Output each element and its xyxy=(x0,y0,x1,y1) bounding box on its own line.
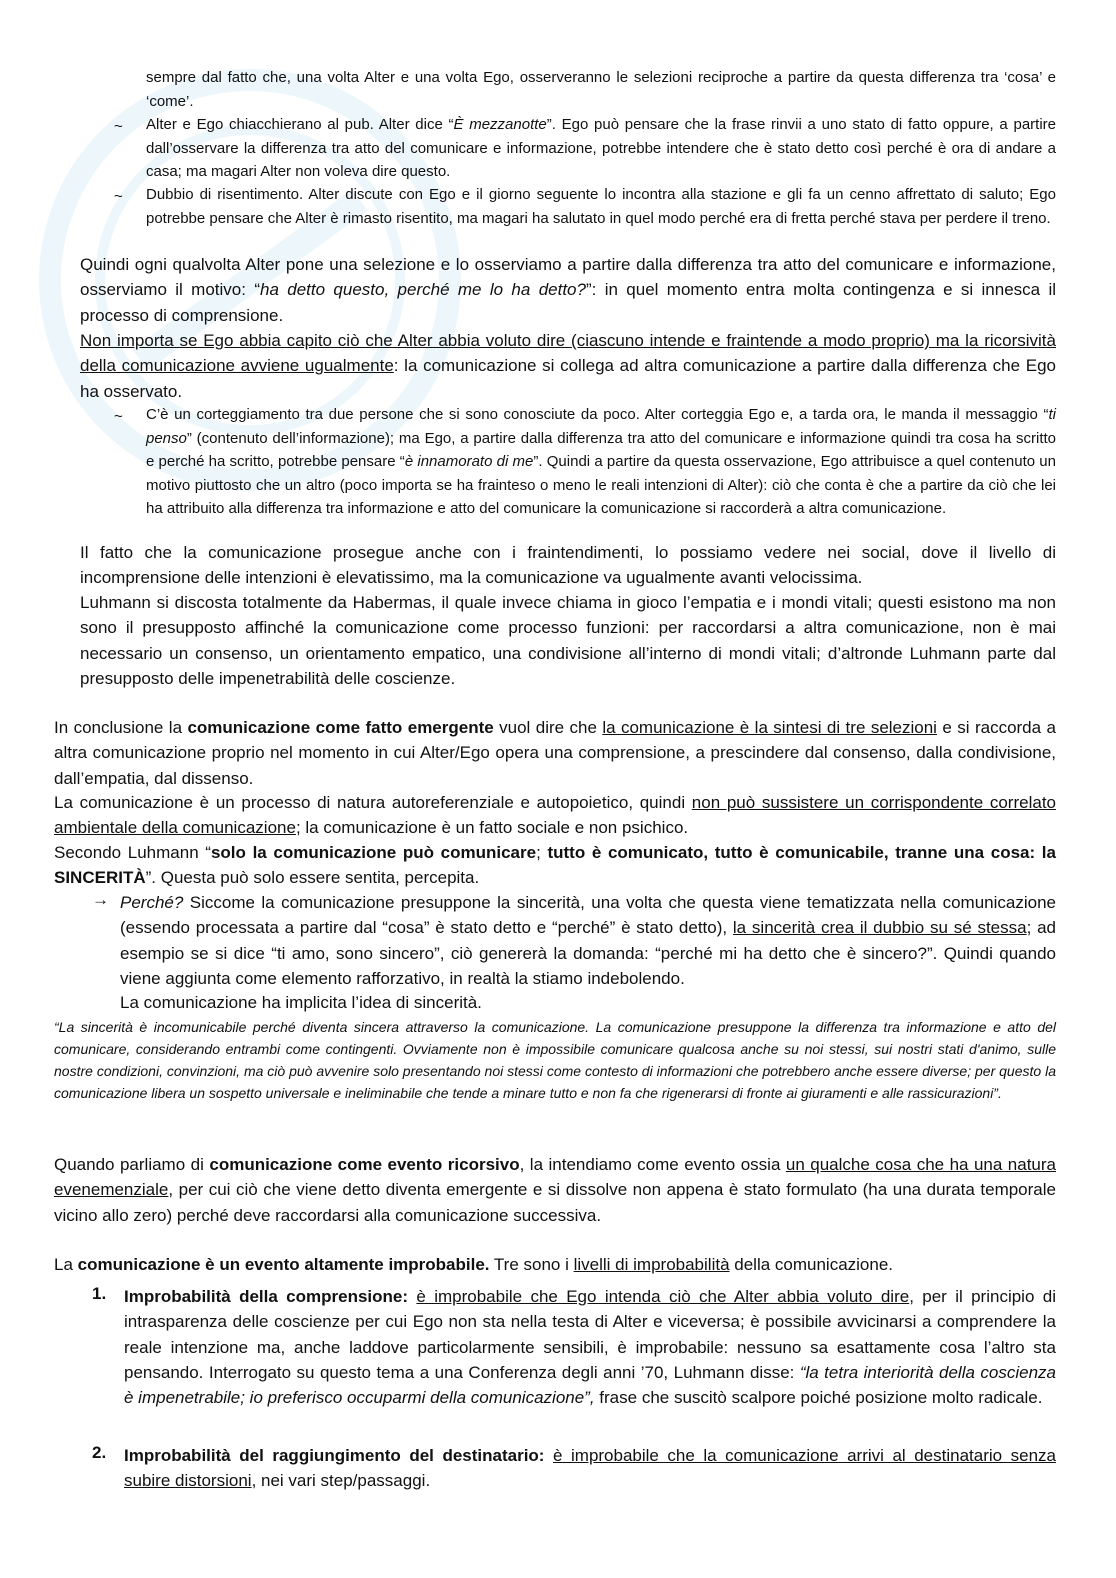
arrow-item-implicit: La comunicazione ha implicita l’idea di sincerità. xyxy=(120,993,482,1012)
continuation-text: sempre dal fatto che, una volta Alter e una volta Ego, osserveranno le selezioni reciproche a partire da questa differenza tra ‘cosa’ e ‘come’. xyxy=(146,69,1056,110)
paragraph-social-misunderstanding: Il fatto che la comunicazione prosegue anche con i fraintendimenti, lo possiamo vedere nei social, dove il livello di incomprensione delle intenzioni è elevatissimo, ma la comunicazione va ugualmente avanti velocissima. xyxy=(80,543,1056,588)
tilde-bullet-icon: ~ xyxy=(114,408,123,425)
arrow-item-why: Perché? Siccome la comunicazione presuppone la sincerità, una volta che questa viene tematizzata nella comunicazione (essendo processata a partire dal “cosa” è stato detto e “perché” è stato detto), la sincerità crea il dubbio su sé stessa; ad esempio se si dice “ti amo, sono sincero”, ciò genererà la domanda: “perché mi ha detto che è sincero?”. Quindi quando viene aggiunta come elemento rafforzativo, in realtà la stiamo indebolendo. xyxy=(120,893,1057,988)
bullet-pub-example: Alter e Ego chiacchierano al pub. Alter dice “È mezzanotte”. Ego può pensare che la frase rinvii a uno stato di fatto oppure, a partire dall’osservare la differenza tra atto del comunicare e informazione, potrebbe intendere che è stato detto così perché è ora di andare a casa; ma magari Alter non voleva dire questo. xyxy=(146,116,1057,181)
bullet-resentment-example: Dubbio di risentimento. Alter discute con Ego e il giorno seguente lo incontra alla stazione e gli fa un cenno affrettato di saluto; Ego potrebbe pensare che Alter è rimasto risentito, ma magari ha salutato in quel modo perché era di fretta perché stava per perdere il treno. xyxy=(146,186,1056,227)
paragraph-contingency: Quindi ogni qualvolta Alter pone una selezione e lo osserviamo a partire dalla differenza tra atto del comunicare e informazione, osserviamo il motivo: “ha detto questo, perché me lo ha detto?”: in quel momento entra molta contingenza e si innesca il processo di comprensione. xyxy=(80,255,1057,325)
arrow-bullet-icon: → xyxy=(92,890,109,909)
list-item-comprehension: Improbabilità della comprensione: è improbabile che Ego intenda ciò che Alter abbia voluto dire, per il principio di intrasparenza delle coscienze per cui Ego non sta nella testa di Alter e viceversa; è possibile avvicinarsi a comprendere la reale intenzione ma, anche laddove particolarmente sensibili, è improbabile: nessuno sa esattamente cosa l’altro sta pensando. Interrogato su questo tema a una Conferenza degli anni ’70, Luhmann disse: “la tetra interiorità della coscienza è impenetrabile; io preferisco occuparmi della comunicazione”, frase che suscitò scalpore poiché posizione molto radicale. xyxy=(124,1287,1056,1408)
paragraph-recursive-event: Quando parliamo di comunicazione come evento ricorsivo, la intendiamo come evento ossia un qualche cosa che ha una natura evenemenziale, per cui ciò che viene detto diventa emergente e si dissolve non appena è stato formulato (ha una durata temporale vicino allo zero) perché deve raccordarsi alla comunicazione successiva. xyxy=(54,1155,1057,1225)
paragraph-sincerity: Secondo Luhmann “solo la comunicazione può comunicare; tutto è comunicato, tutto è comunicabile, tranne una cosa: la SINCERITÀ”. Questa può solo essere sentita, percepita. xyxy=(54,843,1056,888)
paragraph-habermas: Luhmann si discosta totalmente da Habermas, il quale invece chiama in gioco l’empatia e i mondi vitali; questi esistono ma non sono il presupposto affinché la comunicazione come processo funzioni: per raccordarsi a altra comunicazione, non è mai necessario un consenso, un orientamento empatico, una condivisione all’interno di mondi vitali; d’altronde Luhmann parte dal presupposto delle impenetrabilità delle coscienze. xyxy=(80,593,1056,688)
bullet-courtship-example: C’è un corteggiamento tra due persone che si sono conosciute da poco. Alter corteggia Ego e, a tarda ora, le manda il messaggio “ti penso” (contenuto dell’informazione); ma Ego, a partire dalla differenza tra atto del comunicare e informazione quindi tra cosa ha scritto e perché ha scritto, potrebbe pensare “è innamorato di me”. Quindi a partire da questa osservazione, Ego attribuisce a quel contenuto un motivo piuttosto che un altro (poco importa se ha frainteso o meno le reali intenzioni di Alter): ciò che conta è che a partire da ciò che lei ha attribuito alla differenza tra informazione e atto del comunicare la comunicazione si raccorderà a altra comunicazione. xyxy=(146,406,1056,518)
tilde-bullet-icon: ~ xyxy=(114,188,123,205)
list-item-recipient: Improbabilità del raggiungimento del destinatario: è improbabile che la comunicazione arrivi al destinatario senza subire distorsioni, nei vari step/passaggi. xyxy=(124,1446,1056,1491)
list-number: 1. xyxy=(92,1284,107,1303)
tilde-bullet-icon: ~ xyxy=(114,118,123,135)
paragraph-improbability: La comunicazione è un evento altamente improbabile. Tre sono i livelli di improbabilità della comunicazione. xyxy=(54,1255,894,1274)
paragraph-autopoietic: La comunicazione è un processo di natura autoreferenziale e autopoietico, quindi non può sussistere un corrispondente correlato ambientale della comunicazione; la comunicazione è un fatto sociale e non psichico. xyxy=(54,793,1056,838)
list-number: 2. xyxy=(92,1443,107,1462)
italic-quote: “La sincerità è incomunicabile perché diventa sincera attraverso la comunicazione. La comunicazione presuppone la differenza tra informazione e atto del comunicare, considerando entrambi come contingenti. Ovviamente non è impossibile comunicare qualcosa anche su noi stessi, sui nostri stati d'animo, sulle nostre condizioni, convinzioni, ma ciò può avvenire solo presentando noi stessi come contesto di informazioni che potrebbero anche essere diverse; per questo la comunicazione libera un sospetto universale e ineliminabile che tende a minare tutto e non fa che rigenerarsi di fronte ai giuramenti e alle rassicurazioni”. xyxy=(54,1019,1056,1101)
paragraph-recursivity: Non importa se Ego abbia capito ciò che Alter abbia voluto dire (ciascuno intende e fraintende a modo proprio) ma la ricorsività della comunicazione avviene ugualmente: la comunicazione si collega ad altra comunicazione a partire dalla differenza che Ego ha osservato. xyxy=(80,331,1056,401)
paragraph-emergent-fact: In conclusione la comunicazione come fatto emergente vuol dire che la comunicazione è la sintesi di tre selezioni e si raccorda a altra comunicazione proprio nel momento in cui Alter/Ego opera una comprensione, a prescindere dal consenso, dalla condivisione, dall’empatia, dal dissenso. xyxy=(54,718,1056,788)
